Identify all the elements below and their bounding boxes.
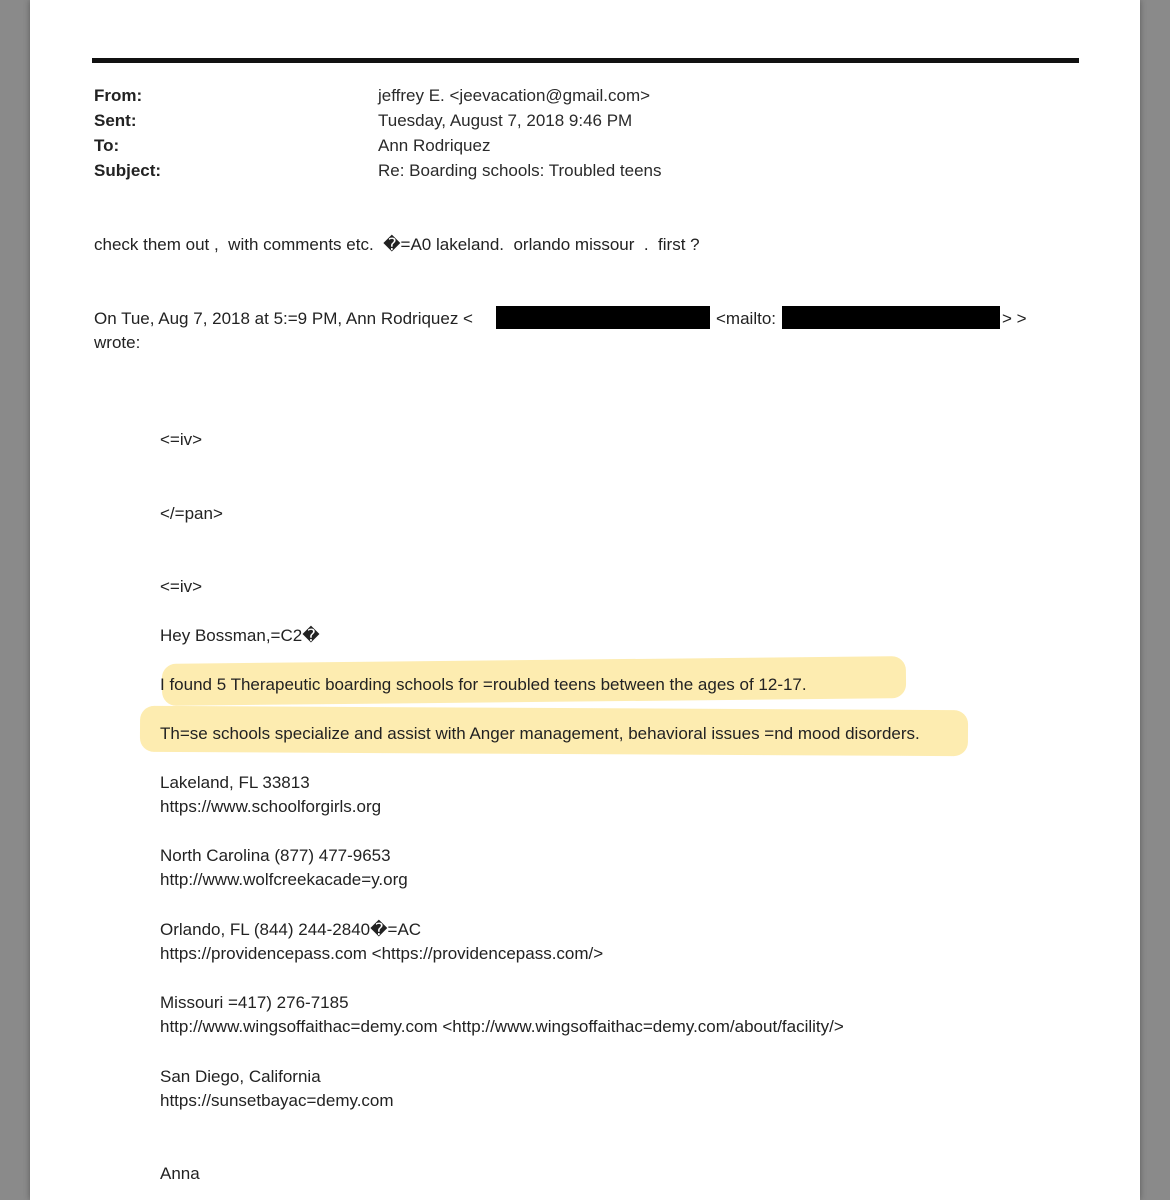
school-url: http://www.wolfcreekacade=y.org [160, 870, 408, 889]
school-location: San Diego, California [160, 1067, 321, 1086]
header-rule [92, 58, 1079, 63]
reply-text: check them out , with comments etc. �=A0 lakeland. orlando missour . first ? [94, 235, 700, 254]
quote-intro-part3: > > [1002, 309, 1027, 328]
highlighted-line-2: Th=se schools specialize and assist with Anger management, behavioral issues =nd mood disorders. [160, 724, 920, 743]
school-location: Orlando, FL (844) 244-2840�=AC [160, 920, 422, 939]
from-value: jeffrey E. <jeevacation@gmail.com> [378, 86, 651, 105]
to-label: To: [94, 136, 120, 155]
school-location: North Carolina (877) 477-9653 [160, 846, 391, 865]
school-url: https://www.schoolforgirls.org [160, 797, 382, 816]
from-label: From: [94, 86, 143, 105]
sent-label: Sent: [94, 111, 137, 130]
signature: Anna [160, 1164, 200, 1183]
quote-intro-part2: <mailto: [716, 309, 776, 328]
school-url: https://providencepass.com <https://providencepass.com/> [160, 944, 604, 963]
subject-value: Re: Boarding schools: Troubled teens [378, 161, 662, 180]
to-value: Ann Rodriquez [378, 136, 491, 155]
subject-label: Subject: [94, 161, 162, 180]
quoted-div-tag: <=iv> [160, 430, 203, 449]
school-url: http://www.wingsoffaithac=demy.com <http://www.wingsoffaithac=demy.com/about/facility/> [160, 1017, 844, 1036]
highlighted-line-1: I found 5 Therapeutic boarding schools for =roubled teens between the ages of 12-17. [160, 675, 807, 694]
greeting: Hey Bossman,=C2� [160, 626, 320, 645]
school-location: Missouri =417) 276-7185 [160, 993, 349, 1012]
quoted-span-tag: </=pan> [160, 504, 223, 523]
redaction-bar [782, 306, 1000, 329]
school-url: https://sunsetbayac=demy.com [160, 1091, 394, 1110]
quote-intro-part1: On Tue, Aug 7, 2018 at 5:=9 PM, Ann Rodriquez < [94, 309, 473, 328]
quote-intro-wrote: wrote: [94, 333, 141, 352]
school-location: Lakeland, FL 33813 [160, 773, 310, 792]
sent-value: Tuesday, August 7, 2018 9:46 PM [378, 111, 633, 130]
redaction-bar [496, 306, 710, 329]
quoted-div-tag: <=iv> [160, 577, 203, 596]
